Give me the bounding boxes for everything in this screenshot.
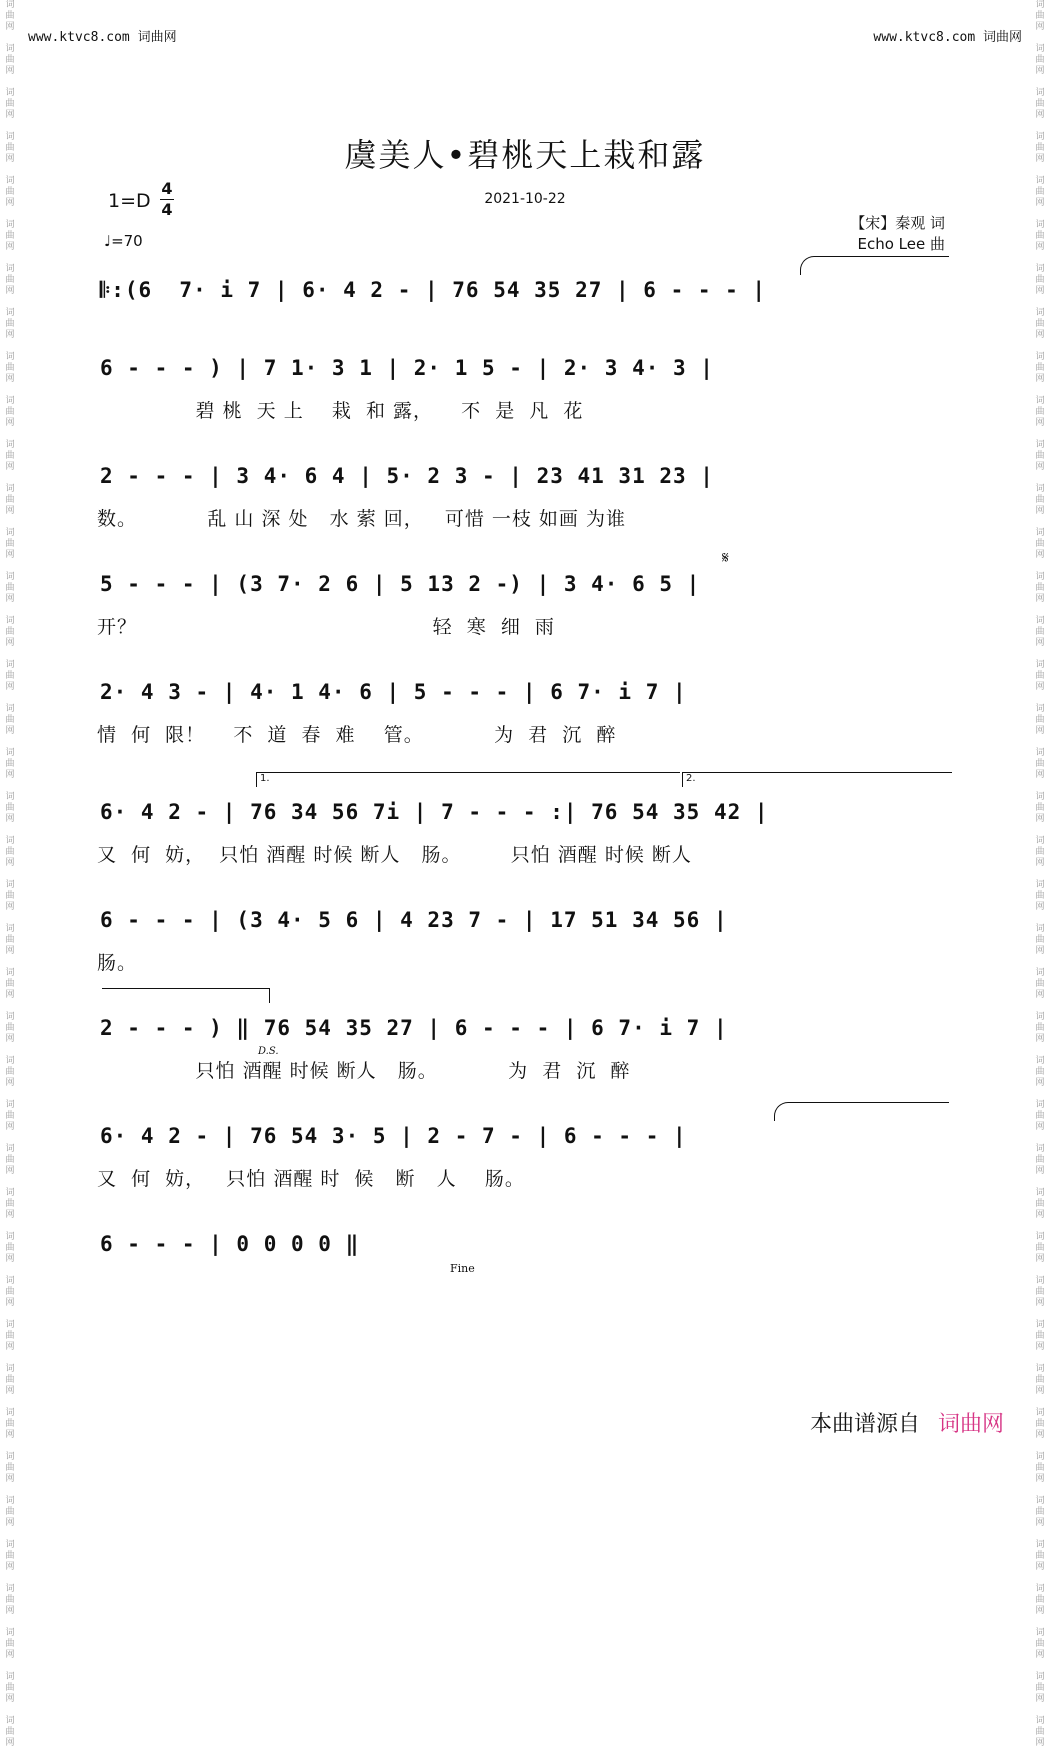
segno-mark: 𝄋 xyxy=(722,548,729,567)
site-url-right[interactable]: www.ktvc8.com 词曲网 xyxy=(873,30,1022,45)
volta-2: 2. xyxy=(682,772,952,787)
time-top: 4 xyxy=(161,179,173,198)
key-signature: 1=D xyxy=(108,190,151,212)
time-signature xyxy=(160,180,174,219)
notes-line: 𝄆:(6 7· i 7 | 6· 4 2 - | 76 54 35 27 | 6 - - - | xyxy=(100,278,767,302)
source-label: 本曲谱源自 xyxy=(809,1412,920,1437)
system-10 xyxy=(0,1232,1050,1328)
lyrics-line: 碧 桃 天 上 栽 和 露， 不 是 凡 花 xyxy=(97,400,584,422)
site-url-left[interactable]: www.ktvc8.com 词曲网 xyxy=(28,30,177,45)
system-6 xyxy=(0,773,1050,896)
lyrics-line: 肠。 xyxy=(97,952,138,974)
volta-1: 1. xyxy=(256,772,680,787)
lyrics-line: 只怕 酒醒 时候 断人 肠。 为 君 沉 醉 xyxy=(97,1060,631,1082)
tie-line xyxy=(102,988,270,1003)
lyricist: 【宋】秦观 词 xyxy=(850,214,945,232)
notes-line: 2 - - - | 3 4· 6 4 | 5· 2 3 - | 23 41 31 23 | xyxy=(100,464,714,488)
notes-line: 2 - - - ) ‖ 76 54 35 27 | 6 - - - | 6 7· i 7 | xyxy=(100,1016,728,1040)
tie-mark xyxy=(774,1102,949,1121)
system-4 xyxy=(0,548,1050,668)
watermark-right: 词 曲 网 词 曲 网 词 曲 网 词 曲 网 词 曲 网 词 曲 网 词 曲 网 词 曲 网 词 曲 网 词 曲 网 词 曲 网 词 曲 网 词 曲 网 词 曲 网 词 曲 网 词 曲 网 词 曲 网 词 曲 网 词 曲 网 词 曲 网 词 曲 网 词 曲 网 词 曲 网 词 曲 网 词 曲 网 词 曲 网 词 曲 网 词 曲 网 词 曲 网 词 曲 网 词 曲 网 词 曲 网 词 曲 网 词 曲 网 词 曲 网 词 曲 网 词 曲 网 词 曲 网 词 曲 网 词 曲 网 xyxy=(1035,0,1045,1748)
brand-link[interactable]: 词曲网 xyxy=(937,1412,1004,1437)
system-8 xyxy=(0,1016,1050,1112)
system-5 xyxy=(0,680,1050,776)
notes-line: 6· 4 2 - | 76 34 56 7i | 7 - - - :| 76 54 35 42 | xyxy=(100,800,769,824)
system-2 xyxy=(0,356,1050,452)
watermark-left: 词 曲 网 词 曲 网 词 曲 网 词 曲 网 词 曲 网 词 曲 网 词 曲 网 词 曲 网 词 曲 网 词 曲 网 词 曲 网 词 曲 网 词 曲 网 词 曲 网 词 曲 网 词 曲 网 词 曲 网 词 曲 网 词 曲 网 词 曲 网 词 曲 网 词 曲 网 词 曲 网 词 曲 网 词 曲 网 词 曲 网 词 曲 网 词 曲 网 词 曲 网 词 曲 网 词 曲 网 词 曲 网 词 曲 网 词 曲 网 词 曲 网 词 曲 网 词 曲 网 词 曲 网 词 曲 网 词 曲 网 xyxy=(5,0,15,1748)
lyrics-line: 又 何 妨， 只怕 酒醒 时 候 断 人 肠。 xyxy=(97,1168,525,1190)
notes-line: 5 - - - | (3 7· 2 6 | 5 13 2 -) | 3 4· 6 5 | xyxy=(100,572,701,596)
notes-line: 6 - - - ) | 7 1· 3 1 | 2· 1 5 - | 2· 3 4· 3 | xyxy=(100,356,714,380)
footer-source xyxy=(810,1407,1004,1438)
notes-line: 6· 4 2 - | 76 54 3· 5 | 2 - 7 - | 6 - - - | xyxy=(100,1124,687,1148)
lyrics-line: 数。 乱 山 深 处 水 萦 回， 可惜 一枝 如画 为谁 xyxy=(97,508,626,530)
lyrics-line: 情 何 限！ 不 道 春 难 管。 为 君 沉 醉 xyxy=(97,724,617,746)
tempo-mark: ♩=70 xyxy=(104,232,143,250)
fine-mark: Fine xyxy=(450,1262,475,1275)
notes-line: 6 - - - | (3 4· 5 6 | 4 23 7 - | 17 51 34 56 | xyxy=(100,908,728,932)
lyrics-line: 开？ 轻 寒 细 雨 xyxy=(97,616,555,638)
ds-mark: D.S. xyxy=(258,1046,279,1057)
system-9 xyxy=(0,1124,1050,1220)
system-3 xyxy=(0,464,1050,560)
time-bottom: 4 xyxy=(161,200,173,219)
tie-mark xyxy=(800,256,949,275)
composer: Echo Lee 曲 xyxy=(857,235,945,253)
notes-line: 6 - - - | 0 0 0 0 ‖ xyxy=(100,1232,360,1256)
lyrics-line: 又 何 妨， 只怕 酒醒 时候 断人 肠。 只怕 酒醒 时候 断人 xyxy=(97,844,692,866)
song-date: 2021-10-22 xyxy=(484,191,566,207)
notes-line: 2· 4 3 - | 4· 1 4· 6 | 5 - - - | 6 7· i 7 | xyxy=(100,680,687,704)
song-title: 虞美人•碧桃天上栽和露 xyxy=(344,136,706,174)
